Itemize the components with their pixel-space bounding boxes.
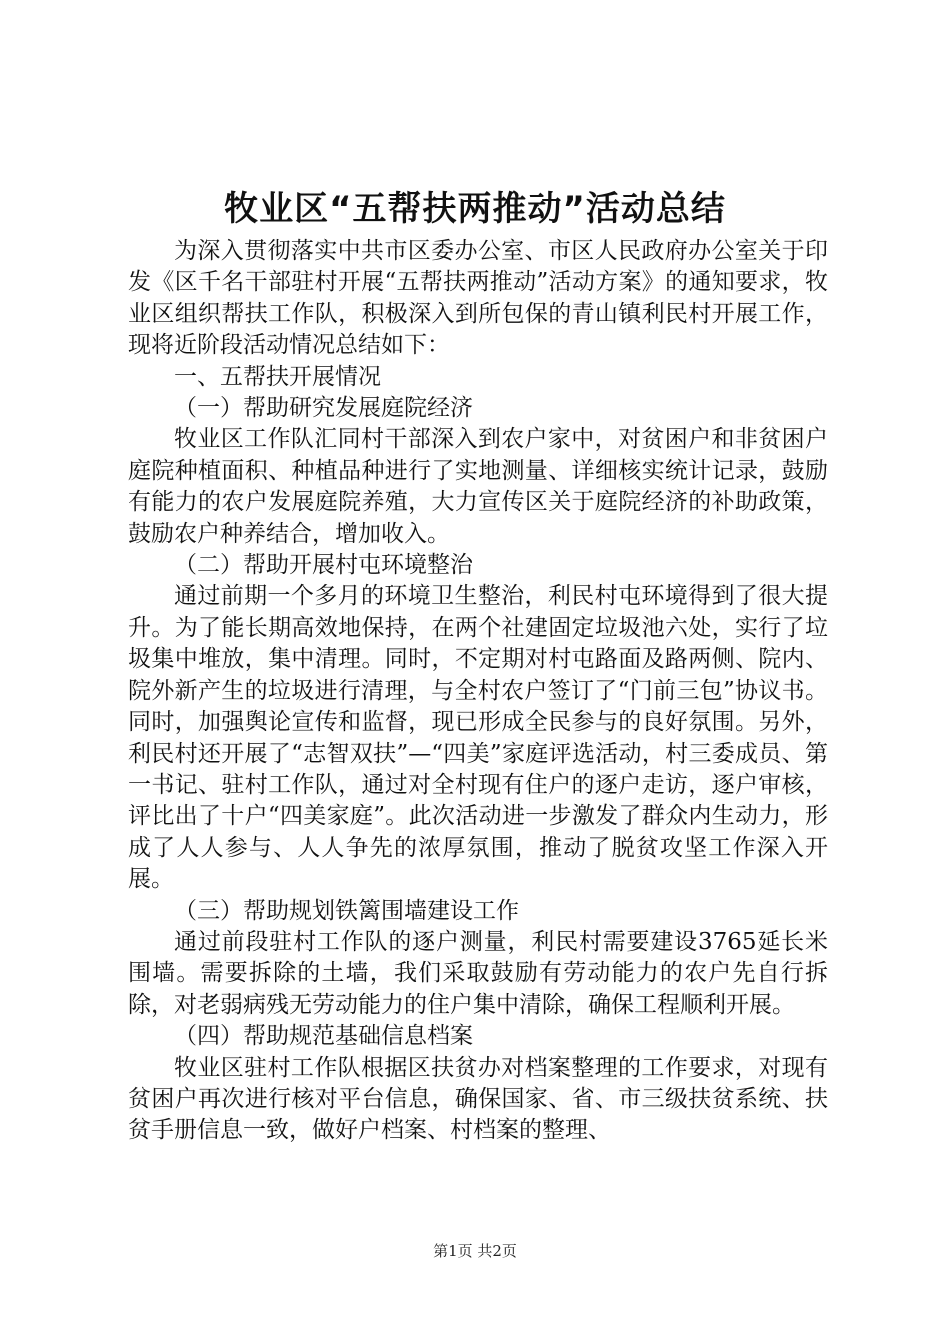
document-body [128,236,828,1147]
paragraph-intro: 为深入贯彻落实中共市区委办公室、市区人民政府办公室关于印发《区千名干部驻村开展“五帮扶两推动”活动方案》的通知要求，牧业区组织帮扶工作队，积极深入到所包保的青山镇利民村开展工作，现将近阶段活动情况总结如下： [128,238,828,359]
subsection-heading-2: （二）帮助开展村屯环境整治 [174,552,473,579]
page-footer: 第1页 共2页 [433,1242,517,1260]
subsection-heading-3: （三）帮助规划铁篱围墙建设工作 [174,897,519,924]
paragraph-courtyard-economy: 牧业区工作队汇同村干部深入到农户家中，对贫困户和非贫困户庭院种植面积、种植品种进行了实地测量、详细核实统计记录，鼓励有能力的农户发展庭院养殖，大力宣传区关于庭院经济的补助政策，鼓励农户种养结合，增加收入。 [128,426,828,547]
document-title: 牧业区“五帮扶两推动”活动总结 [224,189,726,229]
paragraph-archives: 牧业区驻村工作队根据区扶贫办对档案整理的工作要求，对现有贫困户再次进行核对平台信息，确保国家、省、市三级扶贫系统、扶贫手册信息一致，做好户档案、村档案的整理、 [128,1054,828,1144]
section-heading-1: 一、五帮扶开展情况 [174,363,381,390]
subsection-heading-4: （四）帮助规范基础信息档案 [174,1023,473,1050]
paragraph-environment: 通过前期一个多月的环境卫生整治，利民村屯环境得到了很大提升。为了能长期高效地保持，在两个社建固定垃圾池六处，实行了垃圾集中堆放，集中清理。同时，不定期对村屯路面及路两侧、院内、院外新产生的垃圾进行清理，与全村农户签订了“门前三包”协议书。同时，加强舆论宣传和监督，现已形成全民参与的良好氛围。另外，利民村还开展了“志智双扶”—“四美”家庭评选活动，村三委成员、第一书记、驻村工作队，通过对全村现有住户的逐户走访，逐户审核，评比出了十户“四美家庭”。此次活动进一步激发了群众内生动力，形成了人人参与、人人争先的浓厚氛围，推动了脱贫攻坚工作深入开展。 [128,583,828,893]
subsection-heading-1: （一）帮助研究发展庭院经济 [174,395,473,422]
paragraph-fence: 通过前段驻村工作队的逐户测量，利民村需要建设3765延长米围墙。需要拆除的土墙，我们采取鼓励有劳动能力的农户先自行拆除，对老弱病残无劳动能力的住户集中清除，确保工程顺利开展。 [128,928,828,1018]
